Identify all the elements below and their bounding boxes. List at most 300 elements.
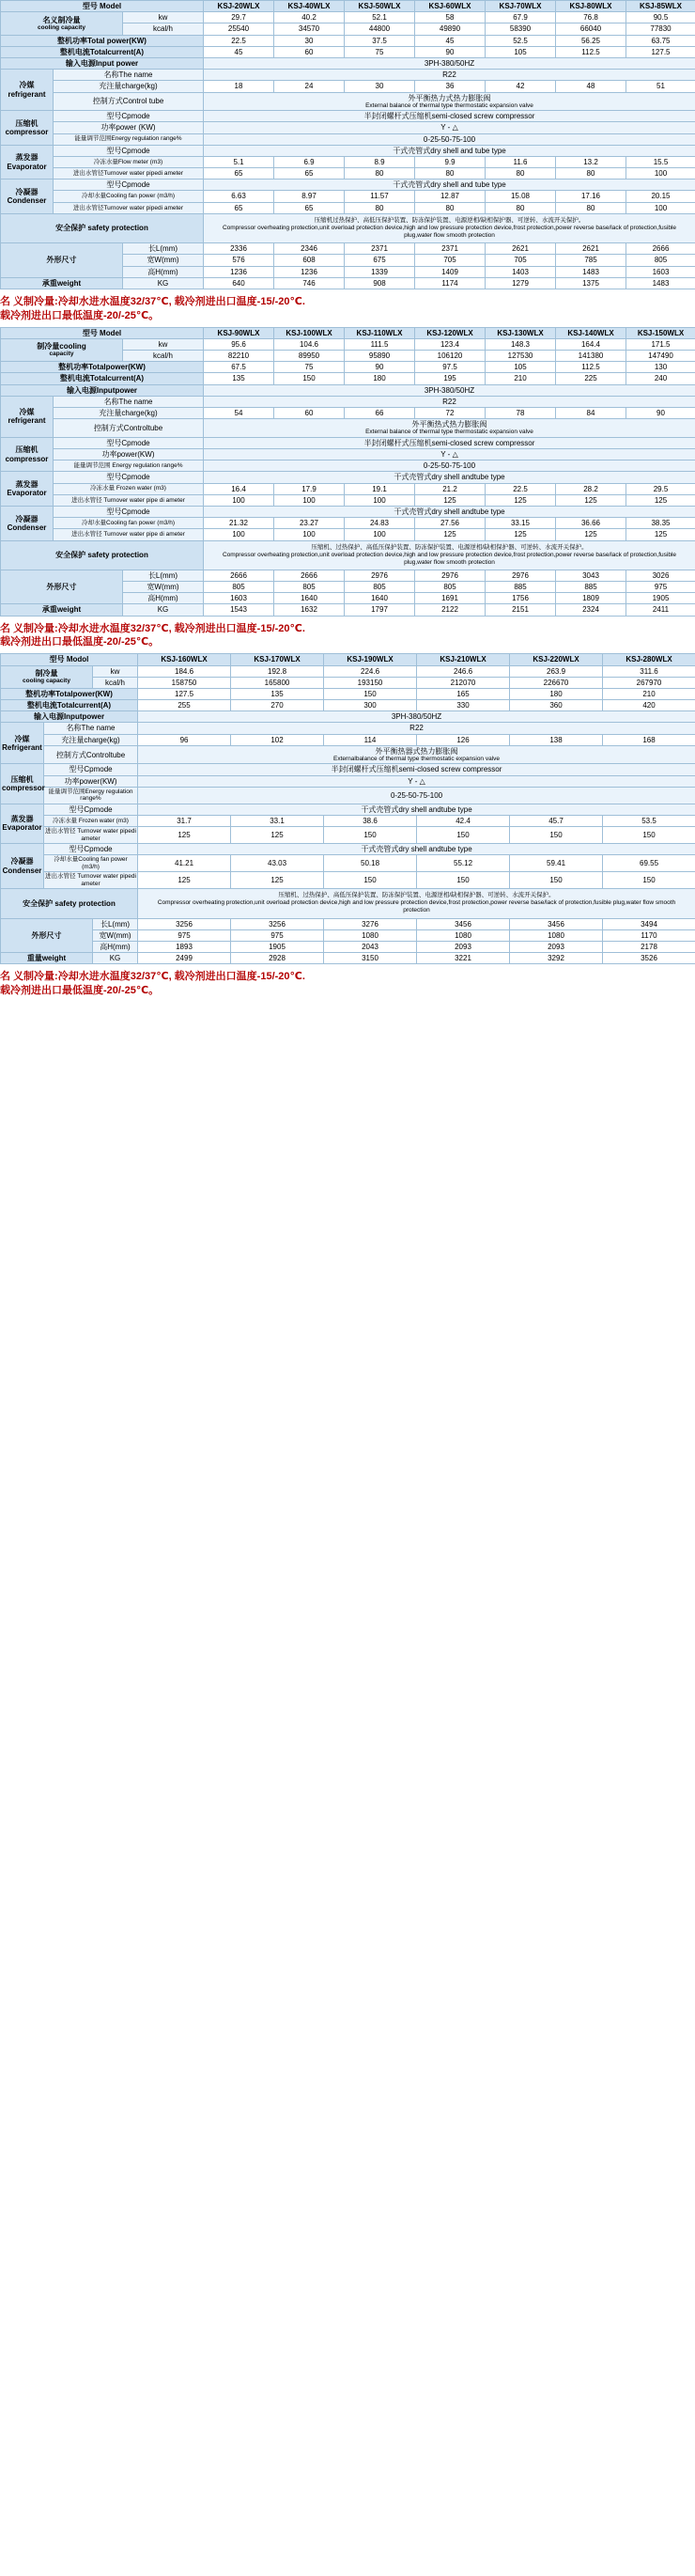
t2-unit-kcal: kcal/h: [123, 351, 204, 362]
t2-cond-pipe-label: 进出水管径 Turnover water pipe di ameter: [54, 529, 204, 540]
total-power-7: 63.75: [626, 35, 695, 46]
model-1: KSJ-20WLX: [204, 1, 274, 12]
t2-evaporator-label: 蒸发器 Evaporator: [1, 472, 54, 507]
t2-hgt-3: 1640: [345, 593, 415, 604]
note-2-line-2: 载冷剂进出口最低温度-20/-25℃。: [0, 636, 160, 648]
kcal-4: 49890: [415, 23, 486, 35]
t3-control-label: 控制方式Controltube: [44, 745, 138, 764]
cond-pipe-7: 100: [626, 202, 695, 213]
t2-safety-cn: 压缩机、过热保护、高低压保护装置、防冻保护装置、电源逆相/缺相保护器、可逆转、水流开关保护。: [311, 543, 588, 551]
kw-3: 52.1: [345, 12, 415, 23]
t2-condenser-label: 冷凝器 Condenser: [1, 506, 54, 540]
table-row: [1, 243, 695, 255]
safety-label: 安全保护 safety protection: [1, 213, 204, 242]
t3-kw-1: 184.6: [138, 665, 231, 677]
t3-safety-en: Compressor overheating protection,unit overload protection device,high and low pressure protection device,frost protection,power reverse base/lack of protection,fusible plug,water flow smooth protection: [157, 899, 676, 914]
t2-evap-type-value: 干式壳管式dry shell andtube type: [204, 472, 695, 483]
evap-flow-4: 9.9: [415, 156, 486, 167]
t2-weight-label: 承重weight: [1, 604, 123, 616]
t2-ef-6: 28.2: [556, 483, 626, 494]
t3-tp-4: 165: [417, 688, 510, 699]
t2-kw-4: 123.4: [415, 338, 486, 350]
t3-ef-6: 53.5: [603, 815, 695, 826]
charge-3: 30: [345, 81, 415, 92]
cooling-capacity-en: cooling capacity: [38, 23, 85, 31]
t2-ep-7: 125: [626, 494, 695, 506]
t2-wid-3: 805: [345, 582, 415, 593]
t3-kcal-5: 226670: [510, 677, 603, 688]
t3-input-power-label: 输入电源Inputpower: [1, 711, 138, 723]
weight-label: 承重weight: [1, 277, 123, 289]
table-row: [1, 953, 695, 964]
table-row: [1, 654, 695, 665]
t2-wt-3: 1797: [345, 604, 415, 616]
t2-kcal-6: 141380: [556, 351, 626, 362]
t2-kcal-1: 82210: [204, 351, 274, 362]
t2-ef-5: 22.5: [486, 483, 556, 494]
t2-ef-4: 21.2: [415, 483, 486, 494]
width-6: 785: [556, 255, 626, 266]
table-row: [1, 889, 695, 918]
unit-kcal: kcal/h: [123, 23, 204, 35]
table-row: [1, 764, 695, 775]
t3-cp-2: 125: [231, 872, 324, 889]
t2-evap-pipe-label: 进出水管径 Turnover water pipe di ameter: [54, 494, 204, 506]
t2-wid-5: 885: [486, 582, 556, 593]
note-3: [0, 970, 695, 998]
table-row: [1, 604, 695, 616]
table-row: [1, 277, 695, 289]
kw-6: 76.8: [556, 12, 626, 23]
model-header: 型号 Model: [1, 1, 204, 12]
energy-reg-value: 0-25-50-75-100: [204, 133, 695, 145]
table-row: [1, 419, 695, 438]
t2-tp-7: 130: [626, 362, 695, 373]
table-row: [1, 804, 695, 815]
evap-pipe-6: 80: [556, 168, 626, 180]
t3-charge-5: 138: [510, 734, 603, 745]
height-6: 1483: [556, 266, 626, 277]
model-6: KSJ-80WLX: [556, 1, 626, 12]
model-7: KSJ-85WLX: [626, 1, 695, 12]
t3-expansion-cn: 外平衡热器式热力膨胀阀: [375, 746, 458, 756]
t3-wt-2: 2928: [231, 953, 324, 964]
t2-len-5: 2976: [486, 570, 556, 581]
length-5: 2621: [486, 243, 556, 255]
t3-charge-6: 168: [603, 734, 695, 745]
table-row: [1, 723, 695, 734]
t2-wid-6: 885: [556, 582, 626, 593]
table-row: [1, 918, 695, 929]
table-row: [1, 396, 695, 407]
table-row: [1, 437, 695, 448]
current-3: 75: [345, 46, 415, 57]
total-power-6: 56.25: [556, 35, 626, 46]
current-4: 90: [415, 46, 486, 57]
table-row: [1, 855, 695, 872]
evap-pipe-5: 80: [486, 168, 556, 180]
height-2: 1236: [274, 266, 345, 277]
t3-hgt-6: 2178: [603, 941, 695, 952]
t3-kcal-2: 165800: [231, 677, 324, 688]
t2-cur-7: 240: [626, 373, 695, 384]
expansion-cn: 外平衡热力式热力膨胀阀: [408, 93, 491, 102]
table-row: [1, 518, 695, 529]
table-row: [1, 775, 695, 787]
t3-evap-pipe-label: 进出水管径 Turnover water pipedi ameter: [45, 828, 136, 842]
current-1: 45: [204, 46, 274, 57]
table-row: [1, 941, 695, 952]
t2-wt-7: 2411: [626, 604, 695, 616]
t3-charge-3: 114: [324, 734, 417, 745]
t2-tp-5: 105: [486, 362, 556, 373]
evap-flow-6: 13.2: [556, 156, 626, 167]
charge-label: 充注量charge(kg): [54, 81, 204, 92]
t3-cond-flow-label: 冷却水量Cooling fan power (m3/h): [44, 855, 138, 872]
t3-charge-4: 126: [417, 734, 510, 745]
cond-type-value: 干式壳管式dry shell and tube type: [204, 180, 695, 191]
t3-unit-kcal: kcal/h: [93, 677, 138, 688]
t2-cp-4: 125: [415, 529, 486, 540]
t2-wid-2: 805: [274, 582, 345, 593]
t3-wt-6: 3526: [603, 953, 695, 964]
t2-cond-flow-label: 冷却水量Cooling fan power (m3/h): [54, 518, 204, 529]
kw-2: 40.2: [274, 12, 345, 23]
t3-compressor-label: 压缩机compressor: [1, 764, 44, 804]
control-value: [204, 92, 695, 111]
t2-ep-5: 125: [486, 494, 556, 506]
t2-cf-1: 21.32: [204, 518, 274, 529]
table-row: [1, 711, 695, 723]
t2-wid-7: 975: [626, 582, 695, 593]
t3-wid-5: 1080: [510, 929, 603, 941]
t3-kw-6: 311.6: [603, 665, 695, 677]
length-2: 2346: [274, 243, 345, 255]
t2-charge-2: 60: [274, 407, 345, 418]
table-row: [1, 338, 695, 350]
length-4: 2371: [415, 243, 486, 255]
t3-energy-reg-label: 能量调节范围Energy regulation range%: [44, 787, 138, 804]
t2-height-label: 高H(mm): [123, 593, 204, 604]
note-2: [0, 622, 695, 650]
t2-comp-power-value: Y - △: [204, 449, 695, 461]
table-row: [1, 362, 695, 373]
t3-evap-type-value: 干式壳管式dry shell andtube type: [138, 804, 695, 815]
evap-pipe-1: 65: [204, 168, 274, 180]
t2-name-label: 名称The name: [54, 396, 204, 407]
t2-cooling-capacity-label: [1, 338, 123, 361]
t3-length-label: 长L(mm): [93, 918, 138, 929]
width-4: 705: [415, 255, 486, 266]
t3-cond-pipe-label: 进出水管径 Turnover water pipedi ameter: [45, 873, 136, 887]
t2-kw-6: 164.4: [556, 338, 626, 350]
t3-ef-5: 45.7: [510, 815, 603, 826]
height-5: 1403: [486, 266, 556, 277]
t2-ep-3: 100: [345, 494, 415, 506]
t3-cur-3: 300: [324, 700, 417, 711]
evap-flow-3: 8.9: [345, 156, 415, 167]
table-row: [1, 202, 695, 213]
t3-dimension-label: 外形尺寸: [1, 918, 93, 953]
t3-tp-6: 210: [603, 688, 695, 699]
t2-model-1: KSJ-90WLX: [204, 327, 274, 338]
weight-unit: KG: [123, 277, 204, 289]
table-row: [1, 156, 695, 167]
condenser-label: [1, 180, 54, 214]
t3-safety-cn: 压缩机、过热保护、高低压保护装置、防冻保护装置、电源逆相/缺相保护器、可逆转、水流开关保护。: [278, 892, 555, 899]
charge-5: 42: [486, 81, 556, 92]
width-7: 805: [626, 255, 695, 266]
t3-wt-4: 3221: [417, 953, 510, 964]
table-row: [1, 449, 695, 461]
t2-tp-1: 67.5: [204, 362, 274, 373]
height-7: 1603: [626, 266, 695, 277]
table-row: [1, 384, 695, 396]
length-6: 2621: [556, 243, 626, 255]
table-row: [1, 872, 695, 889]
t2-ef-2: 17.9: [274, 483, 345, 494]
t3-rated-current-label: 整机电流Totalcurrent(A): [1, 700, 138, 711]
note-1-line-2: 载冷剂进出口最低温度-20/-25℃。: [0, 309, 160, 321]
t3-ep-1: 125: [138, 827, 231, 844]
kcal-5: 58390: [486, 23, 556, 35]
t3-charge-label: 充注量charge(kg): [44, 734, 138, 745]
cond-flow-1: 6.63: [204, 191, 274, 202]
t3-cf-5: 59.41: [510, 855, 603, 872]
t2-hgt-1: 1603: [204, 593, 274, 604]
t3-wt-3: 3150: [324, 953, 417, 964]
table-row: [1, 407, 695, 418]
t3-kw-2: 192.8: [231, 665, 324, 677]
refrigerant-label: 冷媒refrigerant: [1, 70, 54, 111]
table-row: [1, 506, 695, 517]
t3-cf-4: 55.12: [417, 855, 510, 872]
t2-refrigerant-label: 冷媒refrigerant: [1, 396, 54, 437]
kw-7: 90.5: [626, 12, 695, 23]
table-row: [1, 191, 695, 202]
kw-1: 29.7: [204, 12, 274, 23]
table-row: [1, 472, 695, 483]
length-3: 2371: [345, 243, 415, 255]
t2-cp-1: 100: [204, 529, 274, 540]
current-5: 105: [486, 46, 556, 57]
kw-4: 58: [415, 12, 486, 23]
table-row: [1, 787, 695, 804]
t2-kcal-3: 95890: [345, 351, 415, 362]
t3-comp-power-value: Y - △: [138, 775, 695, 787]
t3-cp-5: 150: [510, 872, 603, 889]
t2-width-label: 宽W(mm): [123, 582, 204, 593]
evap-type-value: 干式壳管式dry shell and tube type: [204, 145, 695, 156]
t3-evaporator-label: 蒸发器 Evaporator: [1, 804, 44, 843]
t2-model-5: KSJ-130WLX: [486, 327, 556, 338]
t3-len-6: 3494: [603, 918, 695, 929]
safety-cn: 压缩机过热保护、高低压保护装置、防冻保护装置、电源逆相/缺相保护器、可逆转、水流开关保护。: [314, 216, 585, 224]
height-3: 1339: [345, 266, 415, 277]
model-2: KSJ-40WLX: [274, 1, 345, 12]
note-2-line-1: 名 义制冷量:冷却水进水温度32/37℃, 载冷剂进出口温度-15/-20℃.: [0, 622, 305, 634]
t3-safety-label: 安全保护 safety protection: [1, 889, 138, 918]
weight-6: 1375: [556, 277, 626, 289]
cond-flow-3: 11.57: [345, 191, 415, 202]
t2-len-2: 2666: [274, 570, 345, 581]
t3-model-2: KSJ-170WLX: [231, 654, 324, 665]
table-row: [1, 483, 695, 494]
weight-2: 746: [274, 277, 345, 289]
table-row: [1, 213, 695, 242]
t2-expansion-en: External balance of thermal type thermostatic expansion valve: [365, 429, 533, 436]
t3-total-power-label: 整机功率Totalpower(KW): [1, 688, 138, 699]
t3-energy-reg-value: 0-25-50-75-100: [138, 787, 695, 804]
t2-model-6: KSJ-140WLX: [556, 327, 626, 338]
t3-len-3: 3276: [324, 918, 417, 929]
t2-charge-6: 84: [556, 407, 626, 418]
dimension-label: 外形尺寸: [1, 243, 123, 278]
table-row: [1, 815, 695, 826]
t2-rated-current-label: 整机电流Totalcurrent(A): [1, 373, 204, 384]
t3-charge-2: 102: [231, 734, 324, 745]
t3-cur-2: 270: [231, 700, 324, 711]
evap-flow-2: 6.9: [274, 156, 345, 167]
compressor-power-value: Y - △: [204, 122, 695, 133]
note-3-line-2: 载冷剂进出口最低温度-20/-25℃。: [0, 985, 160, 997]
t2-ep-1: 100: [204, 494, 274, 506]
t3-comp-power-label: 功率power(KW): [44, 775, 138, 787]
t2-power-supply-value: 3PH-380/50HZ: [204, 384, 695, 396]
t2-control-value: [204, 419, 695, 438]
t3-refrigerant-label: [1, 723, 44, 764]
t2-ef-1: 16.4: [204, 483, 274, 494]
t3-hgt-3: 2043: [324, 941, 417, 952]
t3-condenser-label: 冷凝器 Condenser: [1, 844, 44, 889]
t2-cf-4: 27.56: [415, 518, 486, 529]
t3-model-6: KSJ-280WLX: [603, 654, 695, 665]
table-row: [1, 677, 695, 688]
t3-safety-value: [138, 889, 695, 918]
total-power-2: 30: [274, 35, 345, 46]
t3-cc-en: cooling capacity: [23, 678, 70, 685]
t2-ep-2: 100: [274, 494, 345, 506]
spec-table-3: [0, 653, 695, 964]
t2-cur-3: 180: [345, 373, 415, 384]
t3-cp-6: 150: [603, 872, 695, 889]
t3-cur-4: 330: [417, 700, 510, 711]
table-row: [1, 1, 695, 12]
table-row: [1, 111, 695, 122]
t2-cp-2: 100: [274, 529, 345, 540]
t2-cf-6: 36.66: [556, 518, 626, 529]
t3-kcal-6: 267970: [603, 677, 695, 688]
charge-4: 36: [415, 81, 486, 92]
t3-cf-6: 69.55: [603, 855, 695, 872]
t3-model-5: KSJ-220WLX: [510, 654, 603, 665]
weight-1: 640: [204, 277, 274, 289]
table-row: [1, 92, 695, 111]
cooling-capacity-cn: 名义制冷量: [42, 15, 81, 24]
cond-type-label: 型号Cpmode: [54, 180, 204, 191]
table-row: [1, 494, 695, 506]
table-row: [1, 540, 695, 570]
t3-kw-4: 246.6: [417, 665, 510, 677]
safety-value: [204, 213, 695, 242]
t2-kcal-5: 127530: [486, 351, 556, 362]
t3-width-label: 宽W(mm): [93, 929, 138, 941]
t3-cf-2: 43.03: [231, 855, 324, 872]
t2-dimension-label: 外形尺寸: [1, 570, 123, 604]
t3-wid-1: 975: [138, 929, 231, 941]
t2-ef-7: 29.5: [626, 483, 695, 494]
t2-model-3: KSJ-110WLX: [345, 327, 415, 338]
t3-hgt-4: 2093: [417, 941, 510, 952]
t2-wt-2: 1632: [274, 604, 345, 616]
table-row: [1, 570, 695, 581]
t3-unit-kw: kw: [93, 665, 138, 677]
table-row: [1, 461, 695, 472]
control-label: 控制方式Control tube: [54, 92, 204, 111]
t2-charge-label: 充注量charge(kg): [54, 407, 204, 418]
t2-unit-kw: kw: [123, 338, 204, 350]
t2-cf-3: 24.83: [345, 518, 415, 529]
expansion-en: External balance of thermal type thermostatic expansion valve: [365, 101, 533, 109]
t3-hgt-1: 1893: [138, 941, 231, 952]
evap-pipe-7: 100: [626, 168, 695, 180]
t2-cp-7: 125: [626, 529, 695, 540]
total-power-4: 45: [415, 35, 486, 46]
table-row: [1, 327, 695, 338]
table-row: [1, 70, 695, 81]
t2-kw-2: 104.6: [274, 338, 345, 350]
t2-cur-2: 150: [274, 373, 345, 384]
t3-ef-3: 38.6: [324, 815, 417, 826]
t2-safety-en: Compressor overheating protection,unit overload protection device,high and low pressure protection device,frost protection,power reverse base/lack of protection,fusible plug,water flow smooth protection: [222, 551, 677, 566]
t3-wid-2: 975: [231, 929, 324, 941]
t3-weight-label: 重量weight: [1, 953, 93, 964]
t2-cp-5: 125: [486, 529, 556, 540]
table-row: [1, 734, 695, 745]
table-row: [1, 373, 695, 384]
t2-model-2: KSJ-100WLX: [274, 327, 345, 338]
width-5: 705: [486, 255, 556, 266]
t3-cp-1: 125: [138, 872, 231, 889]
t3-wid-4: 1080: [417, 929, 510, 941]
charge-2: 24: [274, 81, 345, 92]
note-1: [0, 295, 695, 323]
note-1-line-1: 名 义制冷量:冷却水进水温度32/37℃, 载冷剂进出口温度-15/-20℃.: [0, 295, 305, 307]
t2-comp-power-label: 功率power(KW): [54, 449, 204, 461]
t3-cur-1: 255: [138, 700, 231, 711]
t2-compressor-label: 压缩机compressor: [1, 437, 54, 472]
table-row: [1, 46, 695, 57]
t3-hgt-2: 1905: [231, 941, 324, 952]
table-row: [1, 35, 695, 46]
t3-cf-3: 50.18: [324, 855, 417, 872]
t2-safety-value: [204, 540, 695, 570]
t3-cond-type-value: 干式壳管式dry shell andtube type: [138, 844, 695, 855]
t2-charge-5: 78: [486, 407, 556, 418]
t3-model-3: KSJ-190WLX: [324, 654, 417, 665]
t2-tp-3: 90: [345, 362, 415, 373]
t2-cf-2: 23.27: [274, 518, 345, 529]
height-1: 1236: [204, 266, 274, 277]
t3-cp-4: 150: [417, 872, 510, 889]
weight-5: 1279: [486, 277, 556, 289]
t3-weight-unit: KG: [93, 953, 138, 964]
kcal-6: 66040: [556, 23, 626, 35]
t2-cur-6: 225: [556, 373, 626, 384]
evap-flow-label: 冷冻水量Flow meter (m3): [54, 156, 204, 167]
t2-total-power-label: 整机功率Totalpower(KW): [1, 362, 204, 373]
spec-table-2: [0, 327, 695, 617]
